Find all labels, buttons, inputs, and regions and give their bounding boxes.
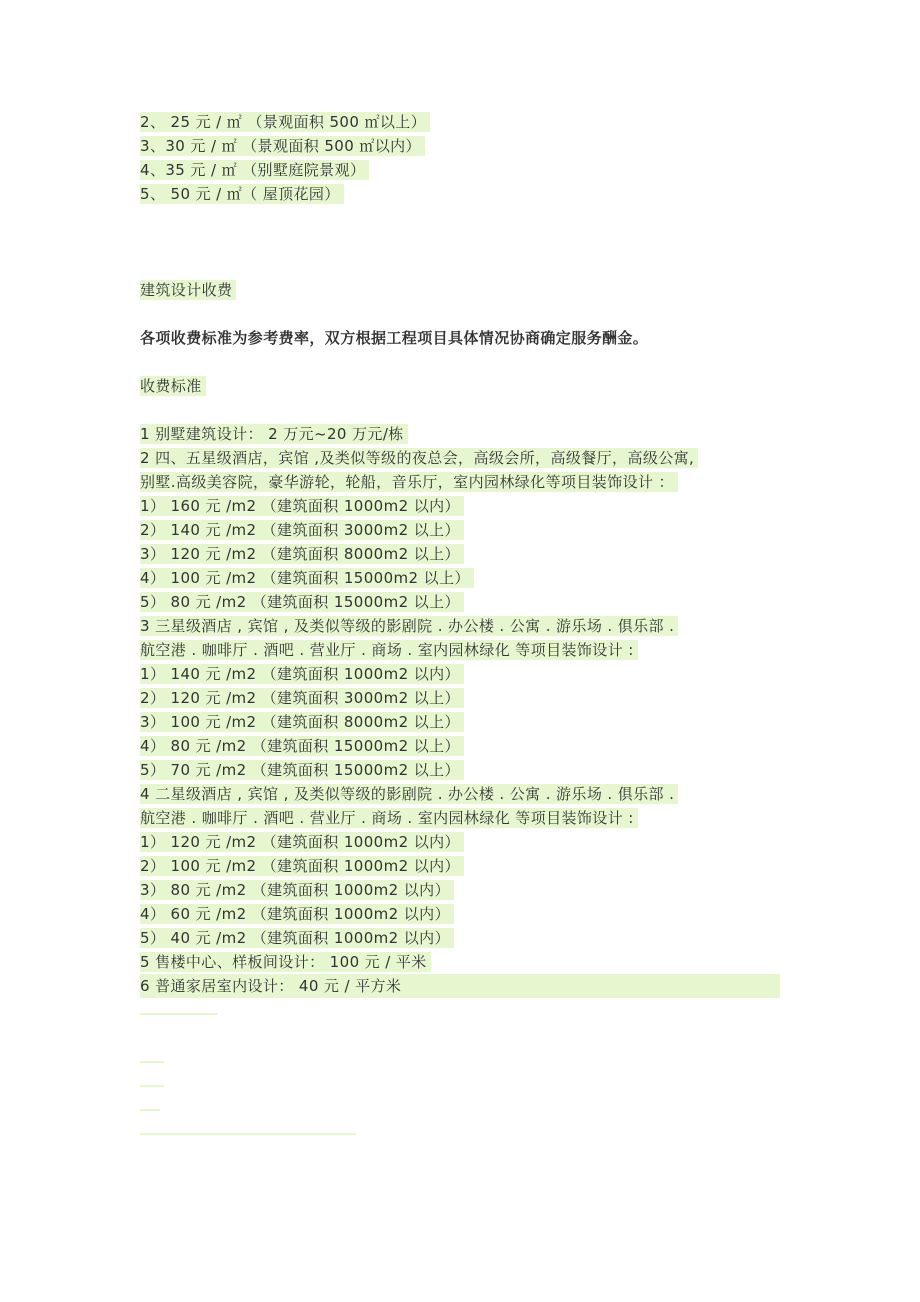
list-item: 3） 100 元 /m2 （建筑面积 8000m2 以上） — [140, 710, 820, 734]
list-item: 1） 140 元 /m2 （建筑面积 1000m2 以内） — [140, 662, 820, 686]
list-item: 2） 100 元 /m2 （建筑面积 1000m2 以内） — [140, 854, 820, 878]
list-item: 3） 120 元 /m2 （建筑面积 8000m2 以上） — [140, 542, 820, 566]
decorative-divider — [140, 1061, 164, 1063]
list-item: 3） 80 元 /m2 （建筑面积 1000m2 以内） — [140, 878, 820, 902]
list-item: 1） 160 元 /m2 （建筑面积 1000m2 以内） — [140, 494, 820, 518]
spacer — [140, 302, 820, 326]
landscape-fee-4: 4、35 元 / ㎡ （别墅庭院景观） — [140, 158, 820, 182]
document-body — [140, 110, 820, 998]
item-two-star-line1: 4 二星级酒店 , 宾馆 , 及类似等级的影剧院 . 办公楼 . 公寓 . 游乐场 . 俱乐部 . — [140, 782, 820, 806]
landscape-fee-5: 5、 50 元 / ㎡（ 屋顶花园） — [140, 182, 820, 206]
spacer — [140, 350, 820, 374]
section-title: 建筑设计收费 — [140, 278, 820, 302]
list-item: 5） 40 元 /m2 （建筑面积 1000m2 以内） — [140, 926, 820, 950]
item-three-star-line2: 航空港 . 咖啡厅 . 酒吧 . 营业厅 . 商场 . 室内园林绿化 等项目装饰设计 : — [140, 638, 820, 662]
standard-title: 收费标准 — [140, 374, 820, 398]
item-villa-design: 1 别墅建筑设计： 2 万元~20 万元/栋 — [140, 422, 820, 446]
landscape-fee-2: 2、 25 元 / ㎡ （景观面积 500 ㎡以上） — [140, 110, 820, 134]
item-five-star-line1: 2 四、五星级酒店，宾馆 ,及类似等级的夜总会，高级会所，高级餐厅，高级公寓, — [140, 446, 820, 470]
list-item: 2） 140 元 /m2 （建筑面积 3000m2 以上） — [140, 518, 820, 542]
spacer — [140, 206, 820, 278]
item-two-star-line2: 航空港 . 咖啡厅 . 酒吧 . 营业厅 . 商场 . 室内园林绿化 等项目装饰设计 : — [140, 806, 820, 830]
list-item: 5） 80 元 /m2 （建筑面积 15000m2 以上） — [140, 590, 820, 614]
list-item: 4） 60 元 /m2 （建筑面积 1000m2 以内） — [140, 902, 820, 926]
item-three-star-line1: 3 三星级酒店 , 宾馆 , 及类似等级的影剧院 . 办公楼 . 公寓 . 游乐场 . 俱乐部 . — [140, 614, 820, 638]
item-sales-center: 5 售楼中心、样板间设计： 100 元 / 平米 — [140, 950, 820, 974]
list-item: 4） 100 元 /m2 （建筑面积 15000m2 以上） — [140, 566, 820, 590]
decorative-divider — [140, 1109, 160, 1111]
list-item: 2） 120 元 /m2 （建筑面积 3000m2 以上） — [140, 686, 820, 710]
list-item: 4） 80 元 /m2 （建筑面积 15000m2 以上） — [140, 734, 820, 758]
list-item: 1） 120 元 /m2 （建筑面积 1000m2 以内） — [140, 830, 820, 854]
spacer — [140, 398, 820, 422]
decorative-divider — [140, 1133, 356, 1135]
decorative-divider — [140, 1085, 164, 1087]
list-item: 5） 70 元 /m2 （建筑面积 15000m2 以上） — [140, 758, 820, 782]
landscape-fee-3: 3、30 元 / ㎡ （景观面积 500 ㎡以内） — [140, 134, 820, 158]
fee-note: 各项收费标准为参考费率，双方根据工程项目具体情况协商确定服务酬金。 — [140, 329, 649, 347]
item-home-interior: 6 普通家居室内设计： 40 元 / 平方米 — [140, 974, 820, 998]
decorative-divider — [140, 1013, 218, 1015]
item-five-star-line2: 别墅.高级美容院，豪华游轮，轮船，音乐厅，室内园林绿化等项目装饰设计 ： — [140, 470, 820, 494]
